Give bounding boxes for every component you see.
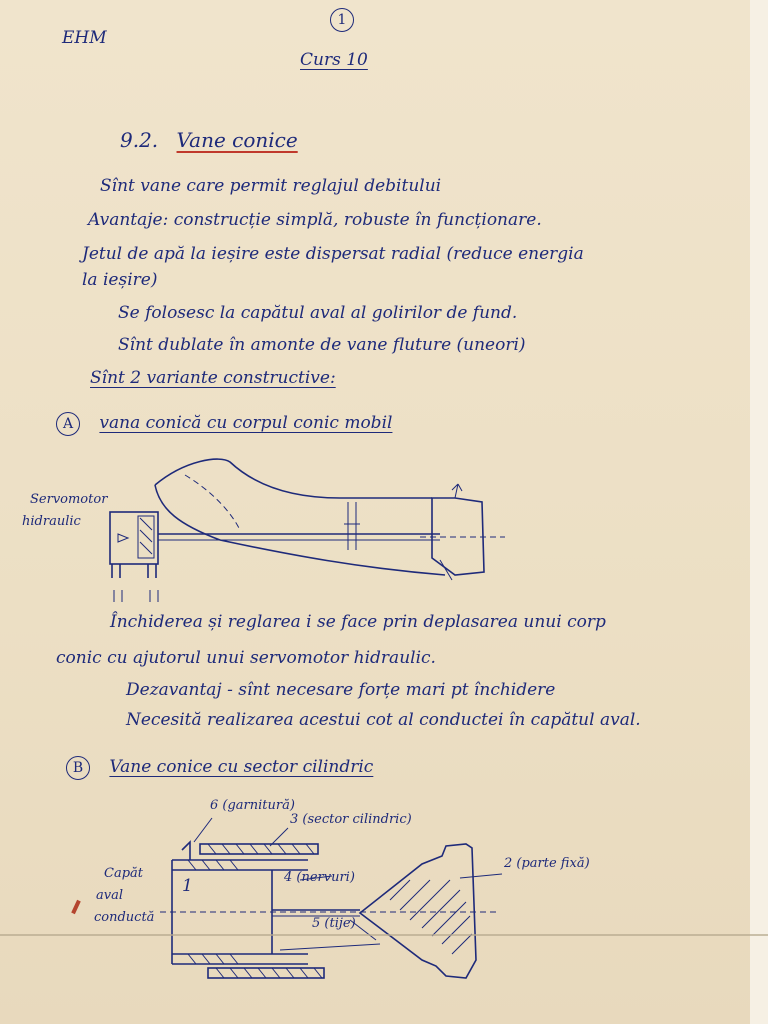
servomotor-housing <box>110 512 158 564</box>
pipe-lower-wall <box>220 540 445 575</box>
cone-hatch <box>390 880 472 954</box>
jet-arrow-lower <box>440 560 452 580</box>
sector-top-hatch <box>208 844 314 854</box>
conical-plug <box>432 498 484 575</box>
paragraph-7: Sînt 2 variante constructive: <box>90 368 336 388</box>
part-1-label: 1 <box>182 876 193 896</box>
page-number <box>330 8 354 32</box>
label-aval: aval <box>96 888 124 903</box>
label-capat: Capăt <box>104 866 143 881</box>
part-4-label: 4 (nervuri) <box>284 870 355 885</box>
variant-b-title: Vane conice cu sector cilindric <box>109 757 374 777</box>
course-title: Curs 10 <box>300 50 368 70</box>
paragraph-2: Avantaje: construcție simplă, robuste în funcționare. <box>88 210 542 230</box>
paragraph-5: Se folosesc la capătul aval al golirilor de fund. <box>118 303 518 323</box>
variant-b-marker: B <box>66 756 90 780</box>
leader-2 <box>460 874 502 878</box>
paragraph-4: la ieșire) <box>82 270 158 290</box>
pipe-upper-wall <box>155 459 432 498</box>
part-6-label: 6 (garnitură) <box>210 798 295 813</box>
leader-6 <box>194 818 212 842</box>
page-edge <box>750 0 768 1024</box>
diagram-conical-valve-mobile <box>100 450 520 610</box>
paragraph-6: Sînt dublate în amonte de vane fluture (uneori) <box>118 335 526 355</box>
page-fold-line <box>0 934 768 936</box>
variant-a-title: vana conică cu corpul conic mobil <box>99 413 393 433</box>
variant-a-text-3: Dezavantaj - sînt necesare forțe mari pt închidere <box>126 680 556 700</box>
servo-legs <box>112 564 156 578</box>
header-label: EHM <box>62 28 107 48</box>
servomotor-piston <box>138 516 154 558</box>
arrow-flow-b <box>280 944 380 950</box>
paragraph-1: Sînt vane care permit reglajul debitului <box>100 176 442 196</box>
variant-a-text-2: conic cu ajutorul unui servomotor hidraulic. <box>56 648 436 668</box>
section-number: 9.2. <box>120 128 159 152</box>
part-5-label: 5 (tije) <box>312 916 356 931</box>
sector-bottom-hatch <box>216 968 322 978</box>
stem-support <box>348 502 356 550</box>
servo-nozzle <box>118 534 128 542</box>
gasket <box>182 842 190 860</box>
flow-arrows <box>114 590 158 602</box>
servo-label-1: Servomotor <box>30 492 108 507</box>
variant-a-heading <box>56 412 392 436</box>
jet-arrow <box>452 484 462 498</box>
servo-label-2: hidraulic <box>22 514 81 529</box>
paragraph-3: Jetul de apă la ieșire este dispersat radial (reduce energia <box>82 244 584 264</box>
variant-a-marker: A <box>56 412 80 436</box>
piston-hatch <box>140 518 152 554</box>
fixed-cone <box>360 844 476 978</box>
section-title: Vane conice <box>176 128 298 152</box>
part-3-label: 3 (sector cilindric) <box>290 812 412 827</box>
variant-a-text-1: Închiderea și reglarea i se face prin deplasarea unui corp <box>110 612 606 632</box>
pipe-inner-dash <box>185 475 240 530</box>
variant-b-heading <box>66 756 373 780</box>
page-number-value: 1 <box>330 8 354 32</box>
part-2-label: 2 (parte fixă) <box>504 856 590 871</box>
sector-top <box>200 844 318 854</box>
label-conducta: conductă <box>94 910 155 925</box>
section-heading <box>120 128 298 152</box>
variant-a-text-4: Necesită realizarea acestui cot al conductei în capătul aval. <box>126 710 641 730</box>
red-margin-mark <box>71 900 81 914</box>
